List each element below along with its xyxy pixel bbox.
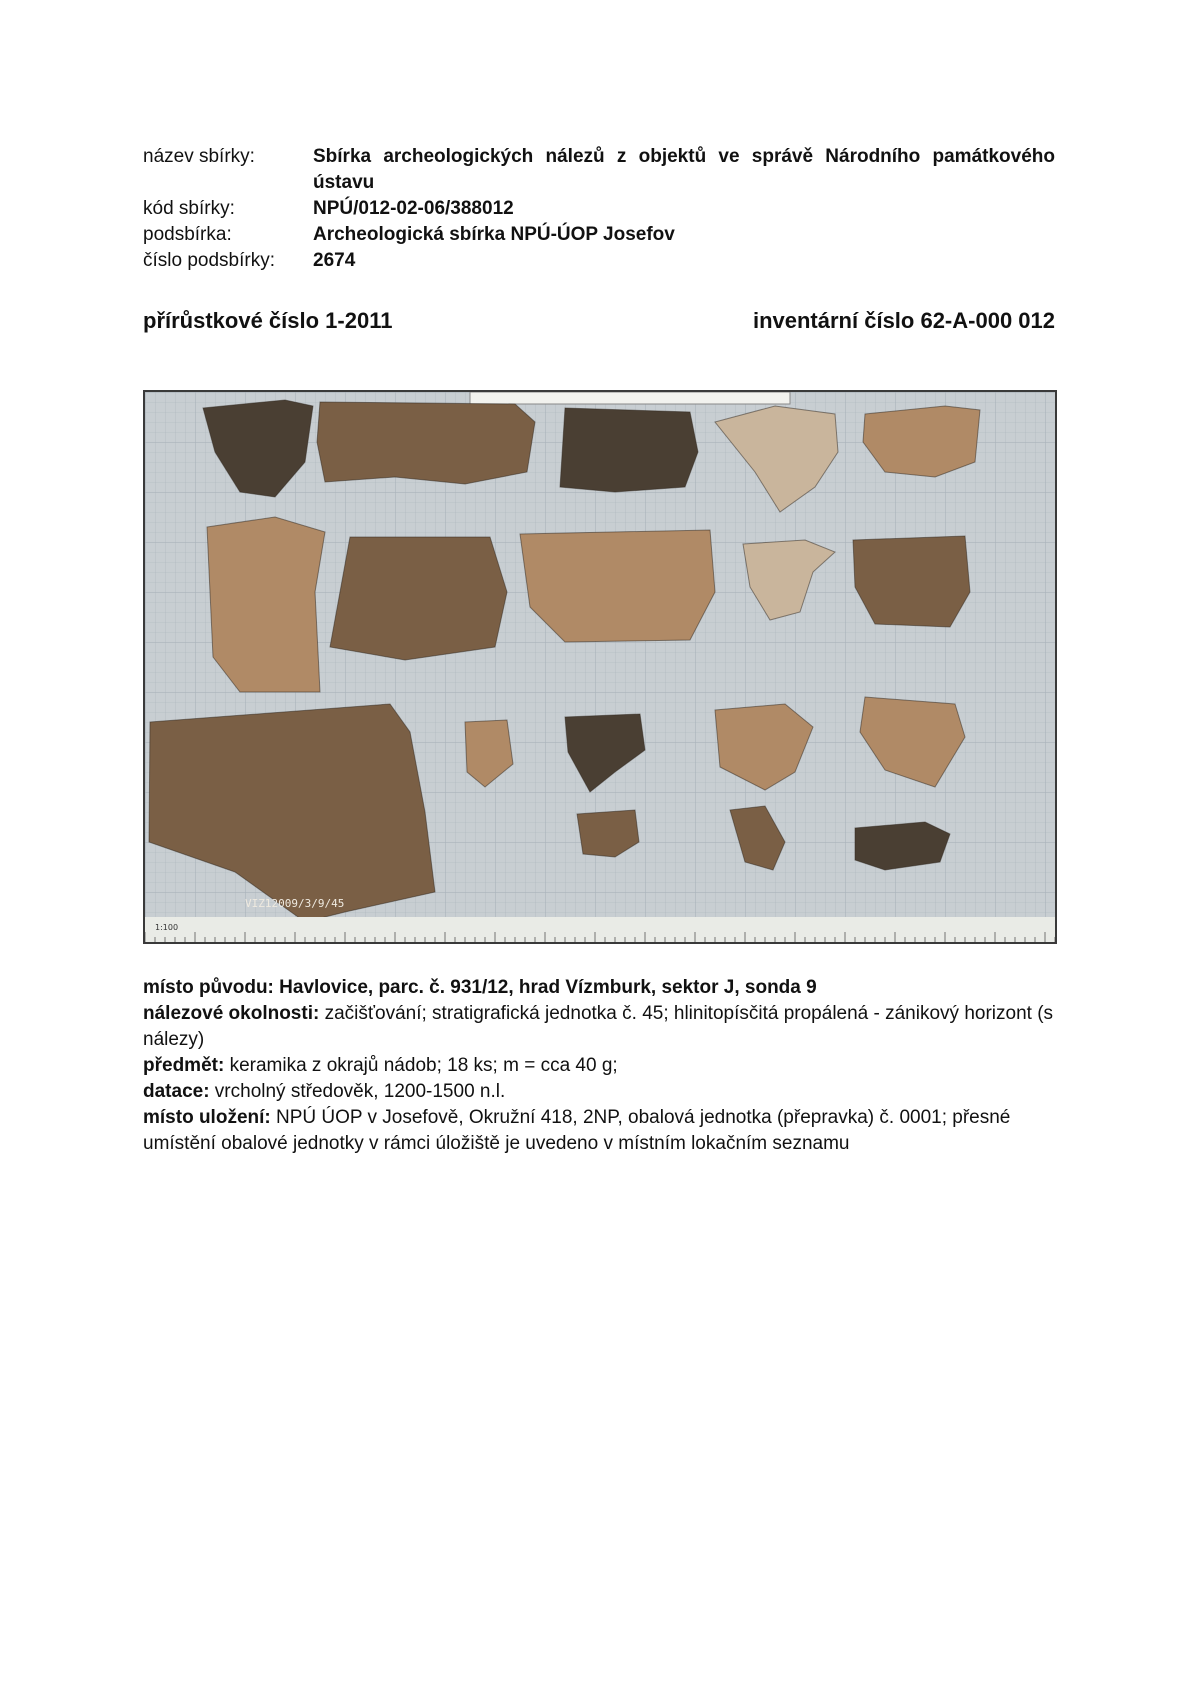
object-value: keramika z okrajů nádob; 18 ks; m = cca 40 g; xyxy=(224,1055,618,1076)
sherd-inscription: VIZ12009/3/9/45 xyxy=(245,897,345,910)
circumstances-label: nálezové okolnosti: xyxy=(143,1003,320,1024)
artifact-photo xyxy=(143,390,1057,944)
dating-label: datace: xyxy=(143,1081,210,1102)
collection-code-value: NPÚ/012-02-06/388012 xyxy=(313,198,514,219)
storage-line xyxy=(143,1105,1055,1157)
circumstances-value: začišťování; stratigrafická jednotka č. 45; hlinitopísčitá propálená - zánikový horizont (s nálezy) xyxy=(143,1003,1054,1050)
scale-ruler xyxy=(145,917,1055,942)
sherd-3 xyxy=(560,408,698,492)
collection-name-value: Sbírka archeologických nálezů z objektů ve správě Národního památkového ústavu xyxy=(313,146,1055,193)
sherd-10 xyxy=(853,536,970,627)
origin-label: místo původu: xyxy=(143,977,274,998)
collection-metadata xyxy=(143,144,1055,274)
sherd-6 xyxy=(207,517,325,692)
record-numbers xyxy=(143,308,1055,334)
object-label: předmět: xyxy=(143,1055,225,1076)
collection-name-label: název sbírky: xyxy=(143,146,255,167)
sherd-8 xyxy=(520,530,715,642)
circumstances-line xyxy=(143,1001,1055,1053)
inventory-number: inventární číslo 62-A-000 012 xyxy=(752,308,1055,333)
collection-code-row xyxy=(143,196,1055,222)
subcollection-label: podsbírka: xyxy=(143,224,232,245)
find-details xyxy=(143,975,1055,1157)
label-card xyxy=(470,392,790,404)
sherd-2 xyxy=(317,402,535,484)
scale-label: 1:100 xyxy=(155,923,179,932)
subcollection-number-label: číslo podsbírky: xyxy=(143,250,275,271)
object-line xyxy=(143,1053,1055,1079)
subcollection-value: Archeologická sbírka NPÚ-ÚOP Josefov xyxy=(313,224,675,245)
origin-value: Havlovice, parc. č. 931/12, hrad Vízmburk, sektor J, sonda 9 xyxy=(273,977,817,998)
storage-value: NPÚ ÚOP v Josefově, Okružní 418, 2NP, obalová jednotka (přepravka) č. 0001; přesné umístění obalové jednotky v rámci úložiště je uvedeno v místním lokačním seznamu xyxy=(143,1107,1011,1154)
origin-line xyxy=(143,975,1055,1001)
subcollection-number-value: 2674 xyxy=(313,250,356,271)
subcollection-row xyxy=(143,222,1055,248)
subcollection-number-row xyxy=(143,248,1055,274)
storage-label: místo uložení: xyxy=(143,1107,271,1128)
sherd-18 xyxy=(855,822,950,870)
accession-number: přírůstkové číslo 1-2011 xyxy=(143,308,393,333)
sherd-7 xyxy=(330,537,507,660)
collection-code-label: kód sbírky: xyxy=(143,198,235,219)
collection-name-row xyxy=(143,144,1055,196)
dating-line xyxy=(143,1079,1055,1105)
sherd-5 xyxy=(863,406,980,477)
pottery-sherds-image xyxy=(145,392,1055,942)
dating-value: vrcholný středověk, 1200-1500 n.l. xyxy=(209,1081,506,1102)
